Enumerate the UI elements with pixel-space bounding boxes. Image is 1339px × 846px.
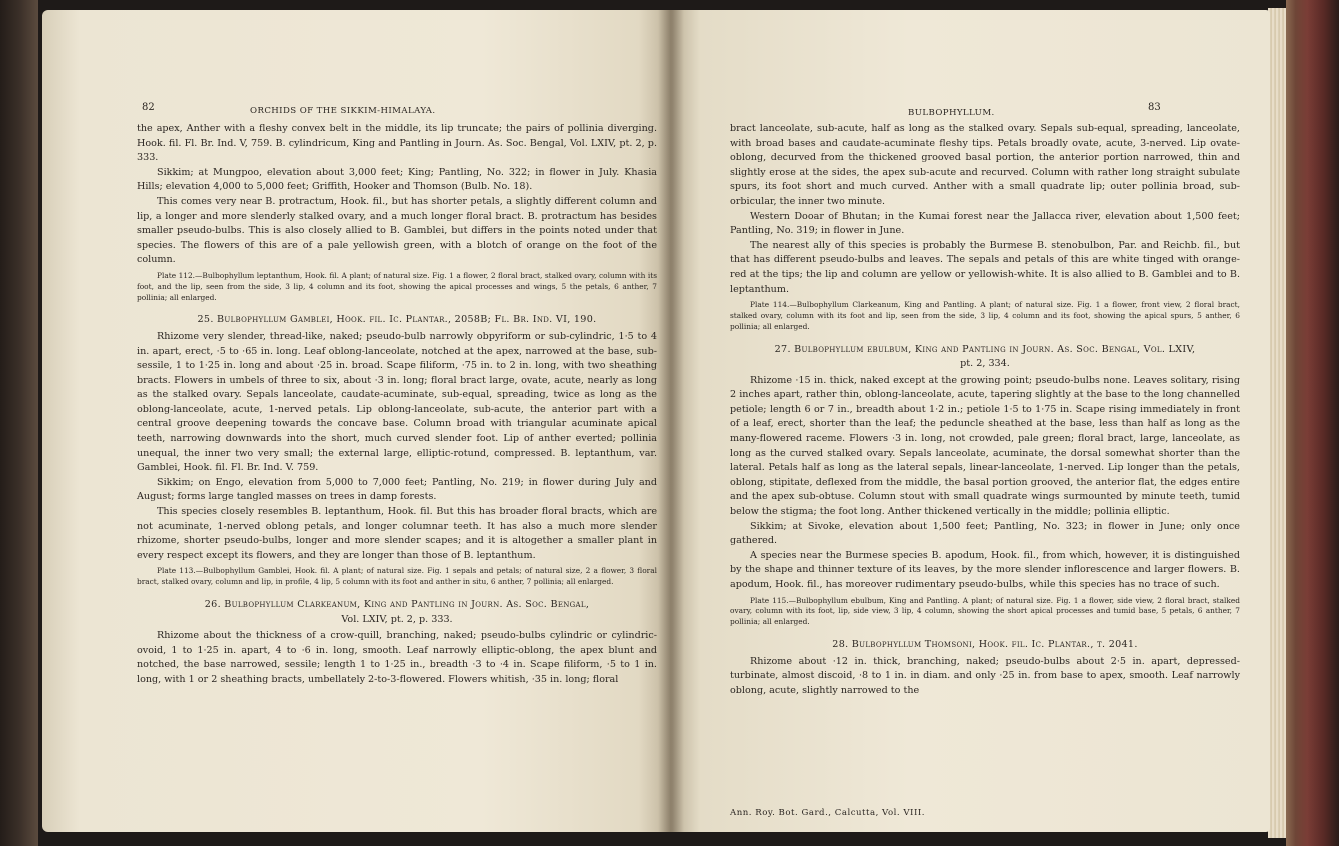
paragraph: Rhizome very slender, thread-like, naked; pseudo-bulb narrowly obpyriform or sub-cylindric, 1·5 to 4 in. apart, erect, ·5 to ·65 in. long. Leaf oblong-lanceolate, notched at the apex, narrowed at the base, sub-sessile, 1 to 1·25 in. long and about ·25 in. broad. Scape filiform, ·75 in. to 2 in. long, with two sheathing bracts. Flowers in umbels of three to six, about ·3 in. long; floral bract large, ovate, acute, nearly as long as the stalked ovary. Sepals lanceolate, caudate-acuminate, sub-equal, spreading, twice as long as the oblong-lanceolate, acute, 1-nerved petals. Lip oblong-lanceolate, sub-acute, the anterior part with a central groove deepening towards the concave base. Column broad with triangular acuminate apical teeth, narrowing downwards into the short, much curved slender foot. Lip of anther everted; pollinia unequal, the inner two very small; the external large, elliptic-rotund, compressed. B. leptanthum, var. Gamblei, Hook. fil. Fl. Br. Ind. V. 759. <box>137 330 657 474</box>
species-heading-27: 27. Bulbophyllum ebulbum, King and Pantling in Journ. As. Soc. Bengal, Vol. LXIV, pt. 2, 334. <box>774 343 1196 370</box>
left-page-body <box>137 122 657 688</box>
paragraph: The nearest ally of this species is probably the Burmese B. stenobulbon, Par. and Reichb. fil., but that has different pseudo-bulbs and leaves. The sepals and petals of this are white tinged with orange-red at the tips; the lip and column are yellow or yellowish-white. It is also allied to B. Gamblei and to B. leptanthum. <box>730 239 1240 295</box>
species-heading-25: 25. Bulbophyllum Gamblei, Hook. fil. Ic. Plantar., 2058B; Fl. Br. Ind. VI, 190. <box>197 314 597 326</box>
left-page <box>42 10 670 832</box>
species-heading-26: 26. Bulbophyllum Clarkeanum, King and Pantling in Journ. As. Soc. Bengal, Vol. LXIV, pt. 2, p. 333. <box>204 599 590 625</box>
right-page <box>670 10 1270 832</box>
paragraph: Sikkim; at Mungpoo, elevation about 3,000 feet; King; Pantling, No. 322; in flower in July. Khasia Hills; elevation 4,000 to 5,000 feet; Griffith, Hooker and Thomson (Bulb. No. 18). <box>137 166 657 193</box>
plate-caption-114: Plate 114.—Bulbophyllum Clarkeanum, King and Pantling. A plant; of natural size. Fig. 1 a flower, front view, 2 floral bract, stalked ovary, column with its foot and lip, seen from the side, 3 lip, 4 column and its foot, showing the apical spurs, 5 anther, 6 pollinia; all enlarged. <box>730 300 1240 331</box>
species-heading-28: 28. Bulbophyllum Thomsoni, Hook. fil. Ic. Plantar., t. 2041. <box>832 639 1138 650</box>
paragraph: Rhizome about the thickness of a crow-quill, branching, naked; pseudo-bulbs cylindric or cylindric-ovoid, 1 to 1·25 in. apart, 4 to ·6 in. long, smooth. Leaf narrowly elliptic-oblong, the apex blunt and notched, the base narrowed, sessile; length 1 to 1·25 in., breadth ·3 to ·4 in. Scape filiform, ·5 to 1 in. long, with 1 or 2 sheathing bracts, umbellately 2-to-3-flowered. Flowers whitish, ·35 in. long; floral <box>137 630 657 685</box>
paragraph: A species near the Burmese species B. apodum, Hook. fil., from which, however, it is distinguished by the shape and thinner texture of its leaves, by the more slender inflorescence and larger flowers. B. apodum, Hook. fil., has moreover rudimentary pseudo-bulbs, while this species has no trace of such. <box>730 549 1240 591</box>
paragraph: Rhizome about ·12 in. thick, branching, naked; pseudo-bulbs about 2·5 in. apart, depressed-turbinate, almost discoid, ·8 to 1 in. in diam. and only ·25 in. from base to apex, smooth. Leaf narrowly oblong, acute, slightly narrowed to the <box>730 655 1240 696</box>
right-page-number: 83 <box>1148 102 1161 113</box>
book-cover-edge-right <box>1286 0 1339 846</box>
right-page-body <box>730 122 1240 698</box>
book-cover-edge-left <box>0 0 38 846</box>
plate-caption-112: Plate 112.—Bulbophyllum leptanthum, Hook. fil. A plant; of natural size. Fig. 1 a flower, 2 floral bract, stalked ovary, column with its foot, and the lip, seen from the side, 3 lip, 4 column and its foot, showing the apical processes and wings, 5 the petals, 6 anther, 7 pollinia; all enlarged. <box>137 270 657 302</box>
left-page-number: 82 <box>142 102 155 113</box>
paragraph: Rhizome ·15 in. thick, naked except at the growing point; pseudo-bulbs none. Leaves solitary, rising 2 inches apart, rather thin, oblong-lanceolate, acute, tapering slightly at the base to the long channelled petiole; length 6 or 7 in., breadth about 1·2 in.; petiole 1·5 to 1·75 in. Scape rising immediately in front of a leaf, erect, shorter than the leaf; the peduncle sheathed at the base, less than half as long as the many-flowered raceme. Flowers ·3 in. long, not crowded, pale green; floral bract, large, lanceolate, as long as the curved stalked ovary. Sepals lanceolate, acuminate, the dorsal somewhat shorter than the lateral. Petals half as long as the lateral sepals, linear-lanceolate, 1-nerved. Lip longer than the petals, oblong, stipitate, deflexed from the middle, the basal portion grooved, the anterior flat, the edges entire and the apex sub-obtuse. Column stout with small quadrate wings surmounted by minute teeth, tumid below the stigma; the foot long. Anther thickened vertically in the middle; pollinia elliptic. <box>730 374 1240 518</box>
plate-caption-113: Plate 113.—Bulbophyllum Gamblei, Hook. fil. A plant; of natural size. Fig. 1 sepals and petals; of natural size, 2 a flower, 3 floral bract, stalked ovary, column and lip, in profile, 4 lip, 5 column with its foot and anther in situ, 6 anther, 7 pollinia; all enlarged. <box>137 566 657 587</box>
journal-footer: Ann. Roy. Bot. Gard., Calcutta, Vol. VIII. <box>730 808 925 818</box>
paragraph: This species closely resembles B. leptanthum, Hook. fil. But this has broader floral bracts, which are not acuminate, 1-nerved oblong petals, and longer columnar teeth. It has also a much more slender rhizome, shorter pseudo-bulbs, longer and more slender scapes; and it is altogether a smaller plant in every respect except its flowers, and they are longer than those of B. leptanthum. <box>137 506 657 561</box>
paragraph: bract lanceolate, sub-acute, half as long as the stalked ovary. Sepals sub-equal, spreading, lanceolate, with broad bases and caudate-acuminate fleshy tips. Petals broadly ovate, acute, 3-nerved. Lip ovate-oblong, decurved from the thickened grooved basal portion, the anterior portion narrowed, thin and slightly erose at the sides, the apex sub-acute and recurved. Column with rather long straight subulate spurs, its foot short and much curved. Anther with a small quadrate lip; outer pollinia broad, sub-orbicular, the inner two minute. <box>730 123 1240 207</box>
paragraph: Sikkim; on Engo, elevation from 5,000 to 7,000 feet; Pantling, No. 219; in flower during July and August; forms large tangled masses on trees in damp forests. <box>137 476 657 503</box>
paragraph: the apex, Anther with a fleshy convex belt in the middle, its lip truncate; the pairs of pollinia diverging. Hook. fil. Fl. Br. Ind. V, 759. B. cylindricum, King and Pantling in Journ. As. Soc. Bengal, Vol. LXIV, pt. 2, p. 333. <box>137 123 657 164</box>
plate-caption-115: Plate 115.—Bulbophyllum ebulbum, King and Pantling. A plant; of natural size. Fig. 1 a flower, side view, 2 floral bract, stalked ovary, column with its foot, lip, side view, 3 lip, 4 column, showing the short apical processes and tumid base, 5 petals, 6 anther, 7 pollinia; all enlarged. <box>730 595 1240 627</box>
paragraph: Western Dooar of Bhutan; in the Kumai forest near the Jallacca river, elevation about 1,500 feet; Pantling, No. 319; in flower in June. <box>730 210 1240 237</box>
paragraph: This comes very near B. protractum, Hook. fil., but has shorter petals, a slightly different column and lip, a longer and more slenderly stalked ovary, and a much longer floral bract. B. protractum has besides smaller pseudo-bulbs. This is also closely allied to B. Gamblei, but differs in the points noted under that species. The flowers of this are of a pale yellowish green, with a blotch of orange on the foot of the column. <box>137 195 657 266</box>
paragraph: Sikkim; at Sivoke, elevation about 1,500 feet; Pantling, No. 323; in flower in June; only once gathered. <box>730 520 1240 547</box>
left-running-head: ORCHIDS OF THE SIKKIM-HIMALAYA. <box>250 106 436 116</box>
right-running-head: BULBOPHYLLUM. <box>908 108 995 118</box>
